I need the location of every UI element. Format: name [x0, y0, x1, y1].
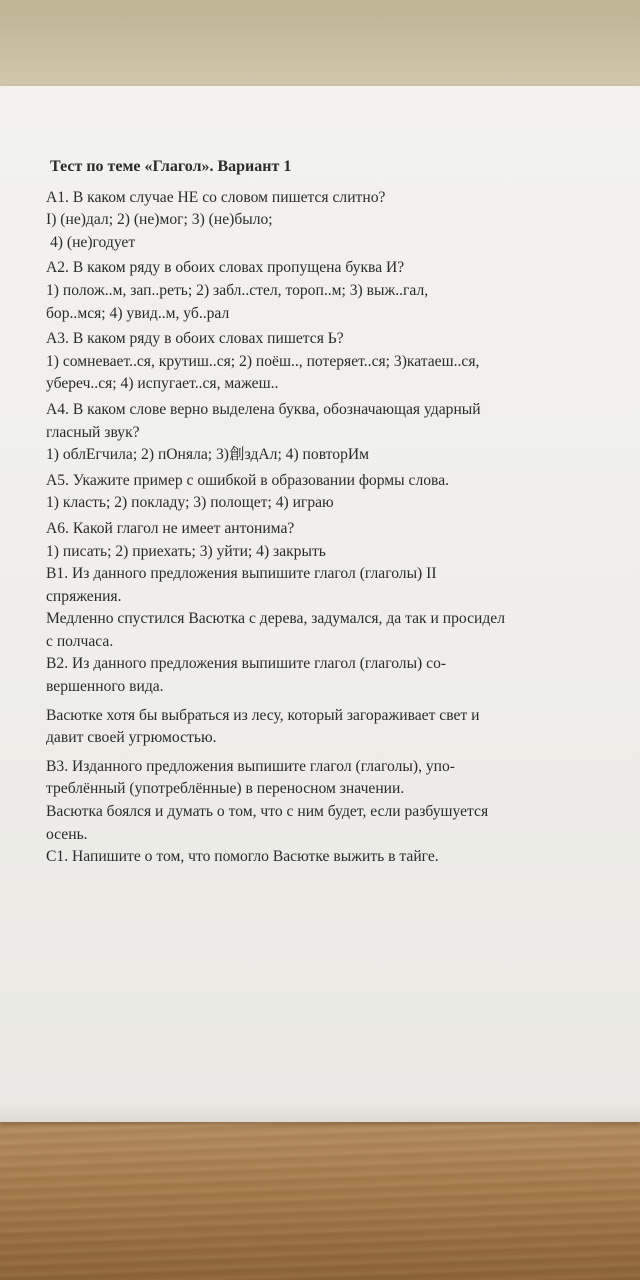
question-b2-line1: В2. Из данного предложения выпишите глагол (глаголы) со- — [46, 655, 447, 673]
test-document — [46, 156, 626, 869]
sentence-b1-line2: с полчаса. — [46, 632, 114, 650]
answer-a2-line1: 1) полож..м, зап..реть; 2) забл..стел, тороп..м; 3) выж..гал, — [46, 281, 429, 299]
answer-a4: 1) облЕгчила; 2) пОняла; 3)創здАл; 4) повторИм — [46, 446, 370, 464]
question-a1: А1. В каком случае НЕ со словом пишется слитно? — [46, 188, 386, 206]
question-b1-line2: спряжения. — [46, 587, 122, 605]
question-b3-line2: треблённый (употреблённые) в переносном значении. — [46, 780, 405, 798]
question-a3: А3. В каком ряду в обоих словах пишется Ь? — [46, 330, 344, 348]
question-c1: С1. Напишите о том, что помогло Васютке выжить в тайге. — [46, 848, 439, 866]
answer-a5: 1) класть; 2) покладу; 3) полощет; 4) играю — [46, 494, 334, 512]
answer-a3-line2: убереч..ся; 4) испугает..ся, мажеш.. — [46, 375, 279, 393]
question-b2-line2: вершенного вида. — [46, 678, 164, 696]
document-title: Тест по теме «Глагол». Вариант 1 — [50, 158, 292, 175]
question-a5: А5. Укажите пример с ошибкой в образовании формы слова. — [46, 471, 450, 489]
answer-a1-line1: I) (не)дал; 2) (не)мог; 3) (не)было; — [46, 211, 273, 229]
question-b1-line1: В1. Из данного предложения выпишите глагол (глаголы) II — [46, 565, 437, 583]
paper-shadow — [0, 1104, 640, 1122]
answer-a1-line2: 4) (не)годует — [50, 233, 136, 251]
question-a4-line1: А4. В каком слове верно выделена буква, обозначающая ударный — [46, 400, 481, 418]
sentence-b2-line1: Васютке хотя бы выбраться из лесу, который загораживает свет и — [46, 706, 480, 724]
sentence-b3-line1: Васютка боялся и думать о том, что с ним будет, если разбушуется — [46, 803, 489, 821]
answer-a2-line2: бор..мся; 4) увид..м, уб..рал — [46, 304, 230, 322]
sentence-b2-line2: давит своей угрюмостью. — [46, 729, 217, 747]
background-wall — [0, 0, 640, 92]
question-b3-line1: В3. Изданного предложения выпишите глагол (глаголы), упо- — [46, 757, 455, 775]
floor-texture — [0, 1118, 640, 1280]
answer-a6: 1) писать; 2) приехать; 3) уйти; 4) закрыть — [46, 542, 326, 560]
question-a4-line2: гласный звук? — [46, 423, 140, 441]
question-a2: А2. В каком ряду в обоих словах пропущена буква И? — [46, 259, 405, 277]
question-a6: А6. Какой глагол не имеет антонима? — [46, 519, 295, 537]
sentence-b1-line1: Медленно спустился Васютка с дерева, задумался, да так и просидел — [46, 610, 505, 628]
sentence-b3-line2: осень. — [46, 825, 88, 843]
answer-a3-line1: 1) сомневает..ся, крутиш..ся; 2) поёш.., потеряет..ся; 3)катаеш..ся, — [46, 352, 480, 370]
